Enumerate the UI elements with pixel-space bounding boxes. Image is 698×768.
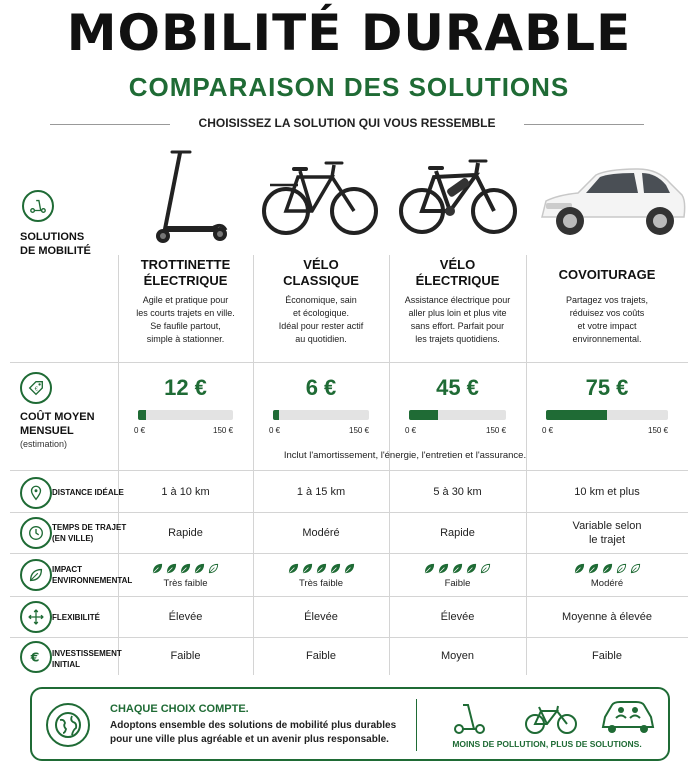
label-distance: DISTANCE IDÉALE [52, 488, 124, 497]
investment-cell: Faible [306, 650, 336, 662]
solution-title-line: ÉLECTRIQUE [415, 273, 500, 288]
flexibility-cell: Élevée [440, 611, 475, 623]
description-line: environnemental. [572, 334, 642, 344]
leaf-icon [180, 561, 191, 579]
travel-time-cell [526, 513, 688, 553]
cost-bar [273, 410, 369, 420]
footer-heading: CHAQUE CHOIX COMPTE. [110, 703, 249, 715]
cost-bar-max: 150 € [486, 426, 507, 435]
distance-cell: 10 km et plus [574, 485, 640, 498]
solution-title [389, 257, 526, 289]
solution-title-line: COVOITURAGE [558, 267, 656, 282]
classic-bike-image [262, 155, 380, 240]
label-line: DE MOBILITÉ [20, 245, 91, 257]
page-subtitle: COMPARAISON DES SOLUTIONS [128, 72, 570, 102]
description-line: Partagez vos trajets, [565, 295, 649, 305]
travel-time-cell [389, 513, 526, 553]
impact-rating [389, 561, 526, 579]
cost-bar-fill [409, 410, 438, 420]
description-line: Idéal pour rester actif [278, 321, 364, 331]
description-line: réduisez vos coûts [569, 308, 645, 318]
solution-description [253, 294, 389, 346]
impact-label: Très faible [163, 578, 208, 589]
description-line: Se faufile partout, [150, 321, 221, 331]
solution-title-line: VÉLO [303, 257, 339, 272]
cost-bar-fill [273, 410, 279, 420]
impact-rating [118, 561, 253, 579]
description-line: les courts trajets en ville. [136, 308, 235, 318]
leaf-icon [480, 561, 491, 579]
leaf-icon [166, 561, 177, 579]
svg-text:€: € [30, 649, 40, 665]
cost-bar-min: 0 € [269, 426, 281, 435]
monthly-cost: 12 € [164, 375, 207, 400]
globe-icon [46, 703, 90, 747]
leaf-icon [602, 561, 613, 579]
label-line: COÛT MOYEN [20, 411, 95, 423]
description-line: et votre impact [577, 321, 637, 331]
description-line: sans effort. Parfait pour [410, 321, 505, 331]
cost-bar-min: 0 € [134, 426, 146, 435]
tagline-row [50, 116, 644, 134]
solution-title [526, 267, 688, 283]
arrows-icon [20, 601, 52, 633]
cost-bar-fill [546, 410, 607, 420]
label-line: (EN VILLE) [52, 534, 94, 543]
cost-bar-fill [138, 410, 146, 420]
monthly-cost: 75 € [585, 375, 629, 400]
impact-label: Très faible [299, 578, 343, 589]
description-line: Économique, sain [285, 295, 357, 305]
leaf-icon [316, 561, 327, 579]
leaf-icon [288, 561, 299, 579]
solution-title-line: VÉLO [439, 257, 476, 272]
cost-bar-max: 150 € [648, 426, 669, 435]
divider-right [524, 124, 644, 125]
description-line: simple à stationner. [146, 334, 225, 344]
tagline: CHOISISSEZ LA SOLUTION QUI VOUS RESSEMBLE [198, 116, 496, 130]
impact-label: Faible [444, 578, 471, 589]
solution-title [118, 257, 253, 289]
car-people-icon [600, 699, 656, 735]
label-line: MENSUEL [20, 425, 74, 437]
monthly-cost: 6 € [305, 375, 337, 400]
description-line: les trajets quotidiens. [415, 334, 500, 344]
cost-note: Inclut l'amortissement, l'énergie, l'entretien et l'assurance. [283, 450, 527, 461]
label-cost-note: (estimation) [20, 439, 68, 449]
label-time [52, 522, 126, 544]
label-cost [20, 410, 95, 438]
label-invest [52, 648, 122, 670]
solution-title [253, 257, 389, 289]
money-tag-icon [20, 372, 52, 404]
description-line: Assistance électrique pour [404, 295, 511, 305]
cost-bar-max: 150 € [213, 426, 234, 435]
label-line: SOLUTIONS [20, 231, 85, 243]
monthly-cost: 45 € [436, 375, 479, 400]
leaf-icon [152, 561, 163, 579]
travel-time-cell-line: Rapide [440, 527, 475, 539]
cost-bar [409, 410, 506, 420]
label-flex: FLEXIBILITÉ [52, 613, 100, 622]
travel-time-cell-line: Rapide [168, 527, 203, 539]
impact-rating [253, 561, 389, 579]
leaf-icon [630, 561, 641, 579]
description-line: aller plus loin et plus vite [408, 308, 507, 318]
investment-cell: Moyen [440, 650, 475, 662]
bike-icon [525, 703, 577, 735]
scooter-icon [22, 190, 54, 222]
leaf-icon [574, 561, 585, 579]
travel-time-cell-line: Variable selon [572, 520, 642, 532]
electric-bike-image [398, 155, 520, 240]
svg-text:€: € [34, 386, 39, 393]
leaf-icon [208, 561, 219, 579]
solution-description [118, 294, 253, 346]
car-image [538, 165, 688, 241]
description-line: Agile et pratique pour [142, 295, 229, 305]
description-line: et écologique. [292, 308, 350, 318]
clock-icon [20, 517, 52, 549]
leaf-icon [344, 561, 355, 579]
impact-label: Modéré [590, 578, 624, 589]
label-solutions [20, 230, 91, 258]
flexibility-cell: Élevée [168, 611, 203, 623]
cost-bar-min: 0 € [405, 426, 417, 435]
page-title: MOBILITÉ DURABLE [66, 4, 632, 62]
leaf-icon [438, 561, 449, 579]
cost-bar-min: 0 € [542, 426, 554, 435]
solution-title-line: CLASSIQUE [283, 273, 359, 288]
solution-description [389, 294, 526, 346]
leaf-icon [588, 561, 599, 579]
investment-cell: Faible [592, 650, 622, 662]
footer-banner [30, 687, 670, 761]
footer-icons [440, 699, 660, 735]
solution-title-line: ÉLECTRIQUE [143, 273, 228, 288]
footer-divider [416, 699, 417, 751]
scooter-image [150, 150, 230, 245]
leaf-icon [20, 559, 52, 591]
row-divider [10, 362, 688, 363]
travel-time-cell [118, 513, 253, 553]
scooter-icon [452, 701, 486, 735]
distance-cell: 1 à 10 km [161, 485, 210, 498]
footer-body: Adoptons ensemble des solutions de mobilité plus durables pour une ville plus agréable et un avenir plus responsable. [110, 720, 397, 745]
leaf-icon [330, 561, 341, 579]
leaf-icon [194, 561, 205, 579]
leaf-icon [616, 561, 627, 579]
travel-time-cell-line: Modéré [302, 527, 340, 539]
row-divider [10, 553, 688, 554]
impact-rating [526, 561, 688, 579]
label-line: IMPACT [52, 565, 83, 574]
solution-description [526, 294, 688, 346]
flexibility-cell: Moyenne à élevée [562, 611, 652, 623]
footer-tagline: MOINS DE POLLUTION, PLUS DE SOLUTIONS. [452, 739, 642, 749]
leaf-icon [466, 561, 477, 579]
location-pin-icon [20, 477, 52, 509]
investment-cell: Faible [170, 650, 201, 662]
travel-time-cell [253, 513, 389, 553]
leaf-icon [302, 561, 313, 579]
solution-title-line: TROTTINETTE [140, 257, 231, 272]
cost-bar [138, 410, 233, 420]
distance-cell: 5 à 30 km [433, 485, 482, 498]
flexibility-cell: Élevée [304, 611, 338, 623]
label-line: TEMPS DE TRAJET [52, 523, 127, 532]
cost-bar-max: 150 € [349, 426, 370, 435]
label-line: INVESTISSEMENT [52, 649, 122, 658]
leaf-icon [424, 561, 435, 579]
description-line: au quotidien. [295, 334, 347, 344]
leaf-icon [452, 561, 463, 579]
cost-bar [546, 410, 668, 420]
distance-cell: 1 à 15 km [296, 485, 346, 498]
euro-icon [20, 641, 52, 673]
label-line: ENVIRONNEMENTAL [52, 576, 133, 585]
travel-time-cell-line: le trajet [588, 534, 626, 546]
label-line: INITIAL [52, 660, 80, 669]
